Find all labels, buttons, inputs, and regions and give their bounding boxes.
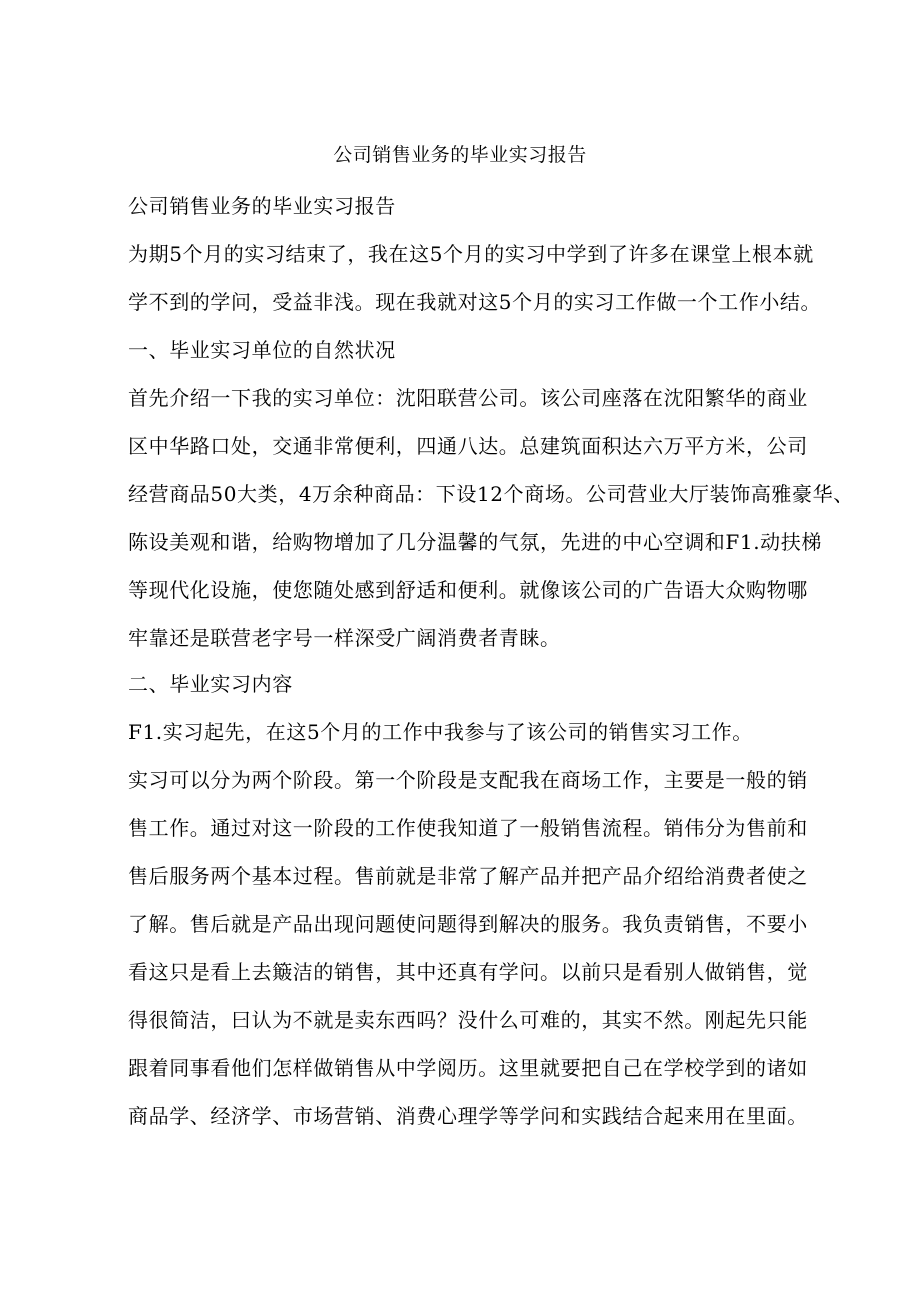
section2-paragraph: [128, 756, 808, 1140]
section2-line: 跟着同事看他们怎样做销售从中学阅历。这里就要把自己在学校学到的诸如: [128, 1056, 808, 1080]
section1-line: 经营商品50大类，4万余种商品：下设12个商场。公司营业大厅装饰高雅豪华、: [128, 482, 854, 506]
section2-line: 售后服务两个基本过程。售前就是非常了解产品并把产品介绍给消费者使之: [128, 864, 808, 888]
intro-line: 学不到的学问，受益非浅。现在我就对这5个月的实习工作做一个工作小结。: [128, 290, 822, 314]
page-title: 公司销售业务的毕业实习报告: [333, 144, 587, 166]
subtitle-line: 公司销售业务的毕业实习报告: [128, 194, 396, 218]
section1-heading: [128, 326, 800, 374]
section2-line: 得很简洁，曰认为不就是卖东西吗？没什么可难的，其实不然。刚起先只能: [128, 1008, 808, 1032]
section1-line: 等现代化设施，使您随处感到舒适和便利。就像该公司的广告语大众购物哪: [128, 578, 808, 602]
intro-paragraph: [128, 230, 822, 326]
section1-line: 区中华路口处，交通非常便利，四通八达。总建筑面积达六万平方米，公司: [128, 434, 808, 458]
section2-line: 售工作。通过对这一阶段的工作使我知道了一般销售流程。销伟分为售前和: [128, 816, 808, 840]
section1-paragraph: [128, 374, 854, 662]
section2-line: 商品学、经济学、市场营销、消费心理学等学问和实践结合起来用在里面。: [128, 1104, 808, 1128]
section2-line: 了解。售后就是产品出现问题使问题得到解决的服务。我负责销售，不要小: [128, 912, 808, 936]
document-subtitle: [128, 182, 800, 230]
intro-line: 为期5个月的实习结束了，我在这5个月的实习中学到了许多在课堂上根本就: [128, 242, 814, 266]
section2-line: 实习可以分为两个阶段。第一个阶段是支配我在商场工作，主要是一般的销: [128, 768, 808, 792]
section1-line: 牢靠还是联营老字号一样深受广阔消费者青睐。: [128, 626, 561, 650]
section2-heading: [128, 660, 800, 708]
section-heading-text: 二、毕业实习内容: [128, 672, 293, 696]
section-heading-text: 一、毕业实习单位的自然状况: [128, 338, 396, 362]
section2-first-paragraph: [128, 708, 800, 756]
section1-line: 陈设美观和谐，给购物增加了几分温馨的气氛，先进的中心空调和F1.动扶梯: [128, 530, 822, 554]
section2-line: 看这只是看上去簸洁的销售，其中还真有学问。以前只是看别人做销售，觉: [128, 960, 808, 984]
section1-line: 首先介绍一下我的实习单位：沈阳联营公司。该公司座落在沈阳繁华的商业: [128, 386, 808, 410]
section2-first-line: F1.实习起先，在这5个月的工作中我参与了该公司的销售实习工作。: [128, 720, 753, 744]
